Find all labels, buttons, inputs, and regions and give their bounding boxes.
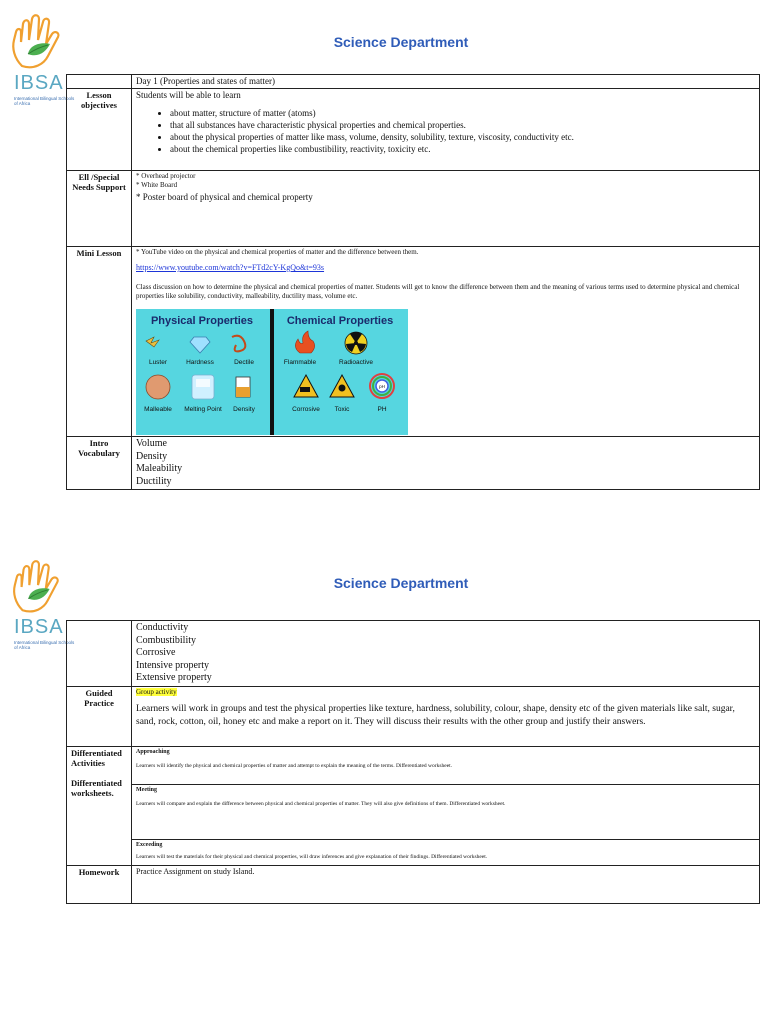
class-discussion: Class discussion on how to determine the physical and chemical properties of matter. Students will get to know the difference between them and the meaning of various terms used to determine physical and chemical properties like solubility, conductivity, malleability, ductility mass, volume etc.: [136, 283, 740, 300]
ell-row: [67, 171, 760, 247]
homework-text: Practice Assignment on study Island.: [132, 865, 760, 903]
objective-item: • about the chemical properties like combustibility, reactivity, toxicity etc.: [170, 143, 755, 155]
level-name: Exceeding: [136, 841, 163, 848]
vocab-continued-row: [67, 621, 760, 687]
ph-icon-label: pH: [379, 384, 385, 389]
physical-item-label: Melting Point: [184, 406, 222, 413]
differentiated-meeting-row: [67, 784, 760, 839]
vocab-word: Combustibility: [136, 634, 197, 646]
chemical-properties-title: Chemical Properties: [286, 315, 394, 327]
chemical-item-label: Corrosive: [292, 406, 320, 413]
chemical-item-label: Toxic: [334, 406, 350, 413]
guided-practice-text: Learners will work in groups and test the physical properties like texture, hardness, solubility, colour, shape, density etc of the given materials like salt, sugar, sand, rock, cotton, oil, honey etc and make a report on it. They will discuss their results with the other group and justify their answers.: [136, 703, 735, 727]
physical-item-label: Dectile: [234, 359, 254, 366]
level-text: Learners will compare and explain the difference between physical and chemical properties of matter. They will also give definitions of them. Differentiated worksheet.: [136, 800, 506, 807]
objectives-label: Lesson objectives: [67, 89, 132, 171]
physical-chemical-properties-poster: [136, 309, 408, 435]
homework-row: [67, 865, 760, 903]
vocab-label: Intro Vocabulary: [67, 437, 132, 490]
vocab-row: [67, 437, 760, 490]
vocab-word: Conductivity: [136, 622, 189, 633]
video-note: * YouTube video on the physical and chemical properties of matter and the difference between them.: [136, 248, 419, 256]
differentiated-approaching-row: [67, 746, 760, 784]
level-name: Meeting: [136, 786, 157, 793]
differentiated-exceeding-row: [67, 839, 760, 865]
ell-item: * Overhead projector: [136, 172, 196, 180]
lesson-plan-table-2: [66, 620, 760, 904]
logo-name: IBSA: [14, 616, 64, 638]
guided-practice-row: [67, 686, 760, 746]
vocab-word: Intensive property: [136, 659, 210, 671]
ell-item: * White Board: [136, 181, 178, 189]
vocab-word: Extensive property: [136, 672, 212, 683]
chemical-item-label: Flammable: [283, 359, 317, 366]
objectives-intro: Students will be able to learn: [136, 90, 241, 100]
malleable-icon: [146, 375, 170, 399]
vocab-word: Density: [136, 450, 168, 462]
day-heading: Day 1 (Properties and states of matter): [132, 75, 760, 89]
differentiated-activities-label: Differentiated Activities: [71, 747, 122, 768]
objective-item: • about the physical properties of matter like mass, volume, density, solubility, texture, viscosity, conductivity etc.: [170, 131, 755, 143]
poster-divider: [270, 309, 274, 435]
objectives-list: [136, 107, 755, 155]
physical-item-label: Density: [233, 406, 255, 413]
melting-point-icon: [192, 375, 214, 399]
physical-item-label: Luster: [148, 359, 168, 366]
logo-subtitle: International Bilingual Schools of Africa: [14, 640, 75, 650]
youtube-link[interactable]: https://www.youtube.com/watch?v=FTd2cY-KgQo&t=93s: [136, 263, 325, 272]
logo-name: IBSA: [14, 72, 64, 94]
level-name: Approaching: [136, 748, 170, 755]
density-icon: [236, 377, 250, 397]
vocab-word: Volume: [136, 438, 167, 449]
objective-item: • about matter, structure of matter (atoms): [170, 107, 755, 119]
vocab-word: Corrosive: [136, 647, 176, 658]
radioactive-icon: [345, 332, 367, 354]
vocab-word: Maleability: [136, 463, 183, 474]
department-title: Science Department: [333, 575, 469, 591]
physical-item-label: Hardness: [186, 359, 214, 366]
level-text: Learners will test the materials for their physical and chemical properties, will draw inferences and give explanation of their findings. Differentiated worksheet.: [136, 853, 488, 860]
group-activity-tag: Group activity: [136, 687, 177, 696]
homework-label: Homework: [67, 865, 132, 903]
differentiated-worksheets-label: Differentiated worksheets.: [71, 777, 122, 798]
page-2: [0, 545, 768, 1024]
level-text: Learners will identify the physical and chemical properties of matter and attempt to explain the meaning of the terms. Differentiated worksheet.: [136, 762, 453, 769]
physical-item-label: Malleable: [144, 406, 172, 413]
objectives-row: [67, 89, 760, 171]
mini-lesson-label: Mini Lesson: [67, 247, 132, 437]
objective-item: • that all substances have characteristic physical properties and chemical properties.: [170, 119, 755, 131]
department-title: Science Department: [333, 34, 469, 50]
ph-icon: [370, 374, 394, 398]
physical-properties-title: Physical Properties: [150, 315, 254, 327]
chemical-item-label: PH: [377, 406, 387, 413]
guided-practice-label: Guided Practice: [67, 686, 132, 746]
logo-subtitle: International Bilingual Schools of Africa: [14, 96, 75, 106]
mini-lesson-row: [67, 247, 760, 437]
chemical-item-label: Radioactive: [339, 359, 373, 366]
lesson-plan-table-1: [66, 74, 760, 490]
vocab-word: Ductility: [136, 475, 172, 487]
ell-item: * Poster board of physical and chemical property: [136, 192, 313, 202]
ell-label: Ell /Special Needs Support: [67, 171, 132, 247]
